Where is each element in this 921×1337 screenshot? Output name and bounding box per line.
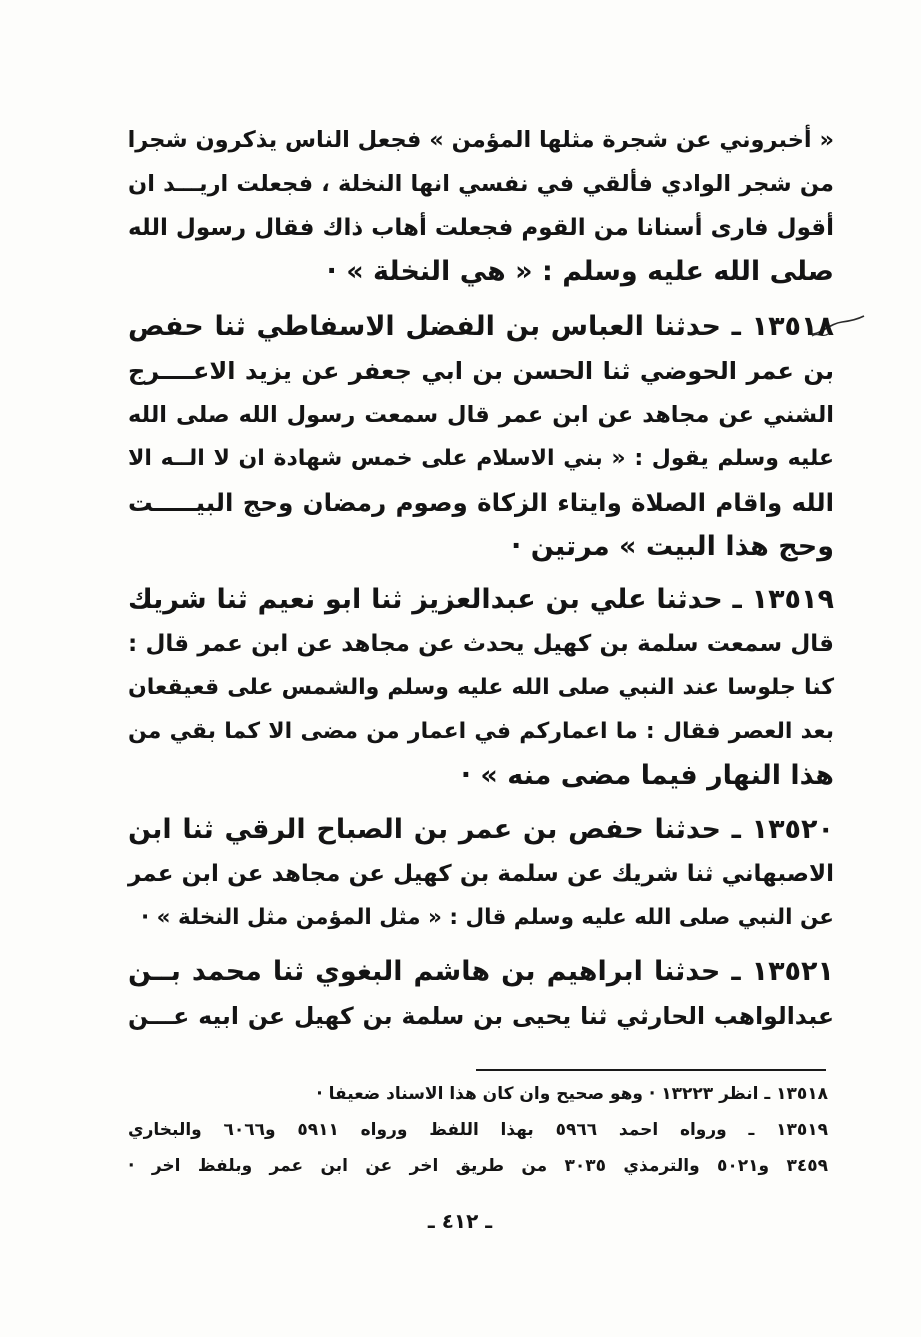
text-line: الشني عن مجاهد عن ابن عمر قال سمعت رسول الله صلى الله (128, 402, 834, 428)
text-line: عن النبي صلى الله عليه وسلم قال : « مثل المؤمن مثل النخلة » · (141, 905, 834, 930)
text-line: وحج هذا البيت » مرتين · (511, 531, 834, 562)
text-line: عليه وسلم يقول : « بني الاسلام على خمس شهادة ان لا الــه الا (128, 446, 834, 471)
text-line: قال سمعت سلمة بن كهيل يحدث عن مجاهد عن ابن عمر قال : (128, 631, 834, 657)
text-line: الله واقام الصلاة وايتاء الزكاة وصوم رمضان وحج البيـــــت (128, 488, 834, 517)
footnote-line: ١٣٥١٩ ـ ورواه احمد ٥٩٦٦ بهذا اللفظ ورواه ٥٩١١ و٦٠٦٦ والبخاري (128, 1120, 828, 1140)
footnote-line: ١٣٥١٨ ـ انظر ١٣٢٢٣ · وهو صحيح وان كان هذا الاسناد ضعيفا · (316, 1084, 828, 1104)
footnote-line: ٣٤٥٩ و٥٠٢١ والترمذي ٣٠٣٥ من طريق اخر عن ابن عمر وبلفظ اخر · (128, 1156, 828, 1176)
hadith-13518-line: ١٣٥١٨ ـ حدثنا العباس بن الفضل الاسفاطي ثنا حفص (128, 311, 834, 342)
text-line: من شجر الوادي فألقي في نفسي انها النخلة ، فجعلت اريـــد ان (128, 171, 834, 197)
text-line: الاصبهاني ثنا شريك عن سلمة بن كهيل عن مجاهد عن ابن عمر (128, 861, 834, 887)
text-line: صلى الله عليه وسلم : « هي النخلة » · (326, 256, 834, 287)
hadith-13520-line: ١٣٥٢٠ ـ حدثنا حفص بن عمر بن الصباح الرقي ثنا ابن (128, 814, 834, 845)
page-number: ـ ٤١٢ ـ (427, 1209, 493, 1233)
text-line: بن عمر الحوضي ثنا الحسن بن ابي جعفر عن يزيد الاعــــرج (128, 357, 834, 385)
text-line: بعد العصر فقال : ما اعماركم في اعمار من مضى الا كما بقي من (128, 719, 834, 744)
text-line: « أخبروني عن شجرة مثلها المؤمن » فجعل الناس يذكرون شجرا (127, 127, 834, 153)
hadith-13519-line: ١٣٥١٩ ـ حدثنا علي بن عبدالعزيز ثنا ابو نعيم ثنا شريك (128, 584, 834, 615)
text-line: هذا النهار فيما مضى منه » · (460, 760, 834, 791)
hadith-13521-line: ١٣٥٢١ ـ حدثنا ابراهيم بن هاشم البغوي ثنا محمد بــن (128, 956, 834, 987)
text-line: عبدالواهب الحارثي ثنا يحيى بن سلمة بن كهيل عن ابيه عـــن (128, 1002, 834, 1030)
footnote-divider (476, 1069, 826, 1071)
text-line: أقول فارى أسنانا من القوم فجعلت أهاب ذاك فقال رسول الله (128, 215, 834, 241)
text-line: كنا جلوسا عند النبي صلى الله عليه وسلم والشمس على قعيقعان (128, 675, 834, 700)
